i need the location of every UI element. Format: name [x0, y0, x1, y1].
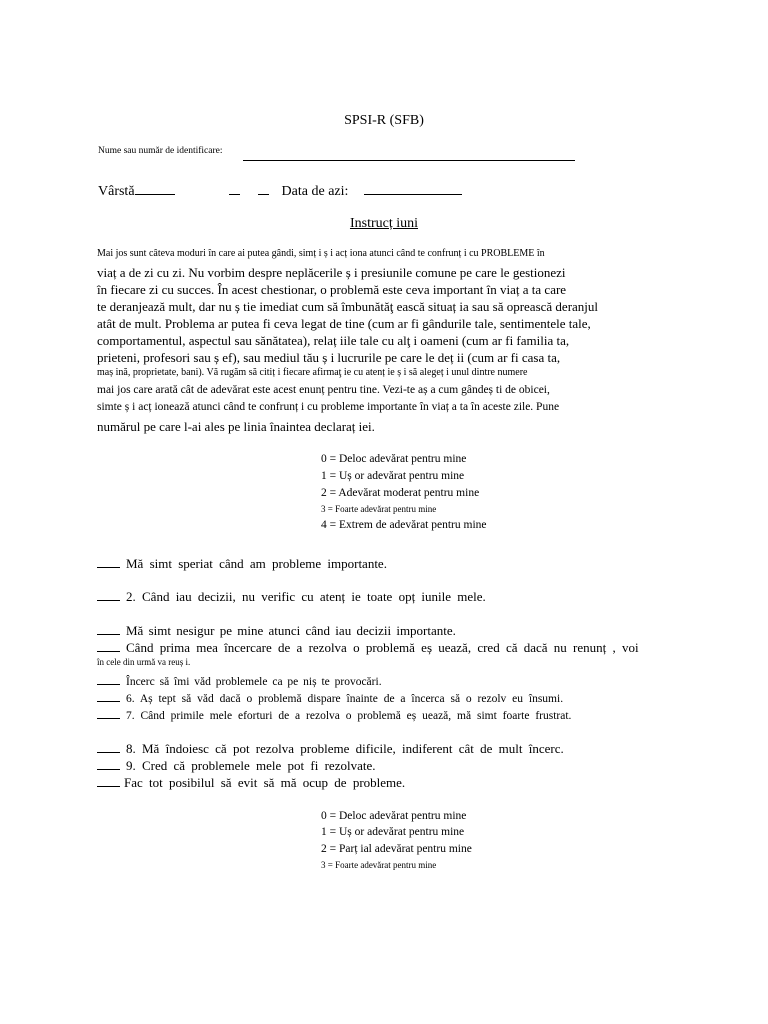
age-blank-2[interactable]	[229, 182, 240, 195]
questionnaire-item: 2. Când iau decizii, nu verific cu atenț ie toate opț iunile mele.	[97, 589, 486, 605]
answer-line[interactable]	[97, 691, 120, 702]
scale-option: 1 = Uș or adevărat pentru mine	[321, 470, 465, 482]
answer-line[interactable]	[97, 641, 120, 652]
scale-option: 3 = Foarte adevărat pentru mine	[321, 860, 437, 870]
instruction-line: simte ș i acț ionează atunci când te confrunț i cu probleme importante în viaț a ta în aceste zile. Pune	[97, 401, 560, 413]
answer-line[interactable]	[97, 590, 120, 601]
scale-option: 2 = Parț ial adevărat pentru mine	[321, 843, 472, 855]
instruction-line: prieteni, profesori sau ș ef), sau mediul tău ș i lucrurile pe care le deț ii (cum ar fi casa ta,	[97, 350, 561, 365]
instruction-line: maș ină, proprietate, bani). Vă rugăm să citiț i fiecare afirmaţ ie cu atenț ie ș i să alegeț i unul dintre numere	[97, 367, 528, 378]
questionnaire-item: 9. Cred că problemele mele pot fi rezolvate.	[97, 758, 375, 774]
instruction-line: atât de mult. Problema ar putea fi ceva legat de tine (cum ar fi gândurile tale, sentimentele tale,	[97, 316, 591, 331]
instruction-line: numărul pe care l-ai ales pe linia înaintea declaraț iei.	[97, 419, 375, 434]
instruction-line: te deranjează mult, dar nu ș tie imediat cum să îmbunătăţ ească situaț ia sau să oprească deranjul	[97, 299, 599, 314]
date-label: Data de azi:	[281, 184, 349, 199]
scale-option: 0 = Deloc adevărat pentru mine	[321, 810, 467, 822]
age-date-row	[98, 182, 462, 200]
answer-line[interactable]	[97, 759, 120, 770]
section-title: Instrucț iuni	[349, 216, 419, 231]
questionnaire-item: Când prima mea încercare de a rezolva o problemă eș uează, cred că dacă nu renunț , voi	[97, 640, 639, 656]
document-title: SPSI-R (SFB)	[344, 113, 424, 128]
answer-line[interactable]	[97, 674, 120, 685]
instruction-line: viaț a de zi cu zi. Nu vorbim despre neplăcerile ș i presiunile comune pe care le gestionezi	[97, 265, 566, 280]
scale-option: 4 = Extrem de adevărat pentru mine	[321, 519, 487, 531]
instruction-line: comportamentul, aspectul sau sănătatea), relaț iile tale cu alţ i oameni (cum ar fi familia ta,	[97, 333, 570, 348]
id-label: Nume sau număr de identificare:	[98, 146, 223, 156]
scale-option: 3 = Foarte adevărat pentru mine	[321, 504, 437, 514]
answer-line[interactable]	[97, 708, 120, 719]
scale-option: 2 = Adevărat moderat pentru mine	[321, 487, 480, 499]
answer-line[interactable]	[97, 557, 120, 568]
scale-option: 0 = Deloc adevărat pentru mine	[321, 453, 467, 465]
questionnaire-item: Fac tot posibilul să evit să mă ocup de probleme.	[97, 775, 405, 791]
age-answer-line[interactable]	[135, 182, 175, 195]
questionnaire-item: 7. Când primile mele eforturi de a rezolva o problemă eș uează, mă simt foarte frustrat.	[97, 708, 571, 722]
age-blank-3[interactable]	[258, 182, 269, 195]
id-answer-line[interactable]	[243, 160, 575, 161]
instruction-line: în fiecare zi cu succes. În acest chestionar, o problemă este ceva important în viaț a ta care	[97, 282, 567, 297]
questionnaire-item-continued: în cele din urmă va reuș i.	[97, 657, 191, 667]
questionnaire-item: Mă simt nesigur pe mine atunci când iau decizii importante.	[97, 623, 456, 639]
answer-line[interactable]	[97, 624, 120, 635]
answer-line[interactable]	[97, 776, 120, 787]
date-answer-line[interactable]	[364, 182, 462, 195]
questionnaire-item: 8. Mă îndoiesc că pot rezolva probleme dificile, indiferent cât de mult încerc.	[97, 741, 564, 757]
age-label: Vârstă	[98, 184, 135, 199]
questionnaire-item: Mă simt speriat când am probleme importante.	[97, 556, 387, 572]
instruction-line: Mai jos sunt câteva moduri în care ai putea gândi, simț i ș i acț iona atunci când te confrunț i cu PROBLEME în	[97, 248, 545, 259]
questionnaire-item: 6. Aș tept să văd dacă o problemă dispare înainte de a încerca să o rezolv eu însumi.	[97, 691, 563, 705]
answer-line[interactable]	[97, 742, 120, 753]
instruction-line: mai jos care arată cât de adevărat este acest enunț pentru tine. Vezi-te aș a cum gândeș ti de obicei,	[97, 384, 550, 396]
questionnaire-item: Încerc să îmi văd problemele ca pe niș te provocări.	[97, 674, 382, 688]
scale-option: 1 = Uș or adevărat pentru mine	[321, 826, 465, 838]
